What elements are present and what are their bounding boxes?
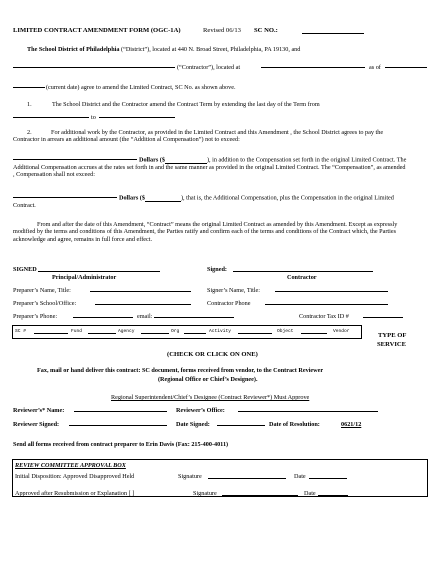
date-resolution-label: Date of Resolution: <box>269 421 320 428</box>
resubmission-date-field[interactable] <box>318 488 348 496</box>
code-activity: Activity <box>209 329 232 334</box>
contractor-phone-field[interactable] <box>265 297 388 305</box>
committee-date-field[interactable] <box>309 471 347 479</box>
code-object: Object <box>277 329 294 334</box>
resubmission-signature-field[interactable] <box>222 488 298 496</box>
preparer-name-label: Preparer’s Name, Title: <box>13 287 71 294</box>
date-resolution-value[interactable]: 0621/12 <box>341 421 362 428</box>
code-fund: Fund <box>71 329 83 334</box>
code-activity-field[interactable] <box>238 328 272 334</box>
current-date-text: (current date) agree to amend the Limited Contract, SC No. as shown above. <box>46 84 236 91</box>
para1-to: to <box>91 114 96 121</box>
email-label: email: <box>137 313 153 320</box>
para2-text1: For additional work by the Contractor, as provided in the Limited Contract and this Amendment , the School District agrees to pay the Contractor in arrears an additional amount (the “Addition al Compensation”) not to exceed: <box>13 129 384 144</box>
contractor-label: (“Contractor”), located at <box>177 64 241 71</box>
sc-no-field[interactable] <box>302 26 364 34</box>
check-one-label: (CHECK OR CLICK ON ONE) <box>167 351 258 358</box>
sc-no-label: SC NO.: <box>254 27 278 34</box>
reviewer-heading: Regional Superintendent/Chief’s Designee (Contract Reviewer*) Must Approve <box>111 394 310 401</box>
preparer-phone-field[interactable] <box>73 310 133 318</box>
committee-signature-label: Signature <box>178 473 202 480</box>
principal-label: Principal/Administrator <box>52 274 117 281</box>
date-signed-label: Date Signed: <box>176 421 210 428</box>
type-of-service-2: SERVICE <box>377 341 407 348</box>
code-sc-field[interactable] <box>34 328 68 334</box>
contractor-signature-field[interactable] <box>233 264 373 272</box>
committee-title: REVIEW COMMITTEE APPROVAL BOX <box>15 462 126 469</box>
resubmission-signature-label: Signature <box>193 490 217 497</box>
delivery-line-2: (Regional Office or Chief’s Designee). <box>158 376 258 383</box>
preparer-name-field[interactable] <box>90 284 191 292</box>
preparer-office-label: Preparer’s School/Office: <box>13 300 77 307</box>
intro-line-1: The School District of Philadelphia (“District”), located at 440 N. Broad Street, Philadelphia, PA 19130, and <box>27 46 301 53</box>
code-agency-field[interactable] <box>141 328 169 334</box>
preparer-office-field[interactable] <box>95 297 191 305</box>
contractor-address-field[interactable] <box>261 60 365 68</box>
code-object-field[interactable] <box>301 328 327 334</box>
as-of-date-field[interactable] <box>385 60 427 68</box>
principal-signature-field[interactable] <box>38 264 160 272</box>
code-fund-field[interactable] <box>88 328 116 334</box>
type-of-service-1: TYPE OF <box>378 332 407 339</box>
reviewer-signed-label: Reviewer Signed: <box>13 421 60 428</box>
code-org-field[interactable] <box>184 328 206 334</box>
reviewer-office-label: Reviewer’s Office: <box>176 407 225 414</box>
as-of-label: as of <box>369 64 381 71</box>
contractor-phone-label: Contractor Phone <box>207 300 251 307</box>
contractor-label-sig: Contractor <box>287 274 317 281</box>
term-to-field[interactable] <box>99 110 175 118</box>
total-number-field[interactable] <box>145 194 181 202</box>
code-sc: SC # <box>15 329 27 334</box>
preparer-phone-label: Preparer’s Phone: <box>13 313 58 320</box>
tax-id-field[interactable] <box>363 310 403 318</box>
term-from-field[interactable] <box>13 110 89 118</box>
code-agency: Agency <box>118 329 135 334</box>
reviewer-name-field[interactable] <box>74 404 167 412</box>
resubmission-date-label: Date <box>304 490 316 497</box>
signer-name-label: Signer’s Name, Title: <box>207 287 260 294</box>
para2-text3: Dollars ($ ), that is, the Additional Compensation, plus the Compensation in the original Limited Contract. <box>13 194 394 209</box>
current-date-field[interactable] <box>13 80 45 88</box>
para1-number: 1. <box>27 101 32 108</box>
date-signed-field[interactable] <box>217 418 265 426</box>
email-field[interactable] <box>154 310 234 318</box>
send-all-text: Send all forms received from contract preparer to Erin Davis (Fax: 215-400-4011) <box>13 441 229 448</box>
para2-text2: Dollars ($ ), in addition to the Compensation set forth in the original Limited Contract. The Additional Compensation accrues at the rates set forth in and the same manner as provided in the original Limited Contract. The “Compensation”, as amended , Compensation shall not exceed: <box>13 156 407 179</box>
contractor-name-field[interactable] <box>13 60 175 68</box>
signer-name-field[interactable] <box>275 284 388 292</box>
reviewer-office-field[interactable] <box>238 404 378 412</box>
para1-text: The School District and the Contractor amend the Contract Term by extending the last day of the Term from <box>52 101 320 108</box>
reviewer-signature-field[interactable] <box>69 418 167 426</box>
signed-right-label: Signed: <box>207 266 227 273</box>
code-vendor: Vendor <box>333 329 350 334</box>
code-org: Org <box>171 329 180 334</box>
amount-number-field[interactable] <box>165 156 207 164</box>
approved-after-text[interactable]: Approved after Resubmission or Explanation [ ] <box>15 490 135 497</box>
form-title: LIMITED CONTRACT AMENDMENT FORM (OGC-1A) <box>13 27 181 34</box>
signed-label: SIGNED <box>13 266 37 273</box>
committee-date-label: Date <box>294 473 306 480</box>
initial-disposition: Initial Disposition: Approved Disapproved Held <box>15 473 135 480</box>
revised-date: Revised 06/13 <box>203 27 241 34</box>
reviewer-name-label: Reviewer’s* Name: <box>13 407 65 414</box>
delivery-line-1: Fax, mail or hand deliver this contract: SC document, forms received from vendor, to the Contract Reviewer <box>37 367 324 374</box>
para3-text: From and after the date of this Amendment, “Contract” means the original Limited Contract as amended by this Amendment. Except as expressly modified by the terms and conditions of this Amendment, the Parties ratify and confirm each of the terms and conditions of the Contract which, the Parties acknowledge and agree, remains in full force and effect. <box>13 221 398 243</box>
para2-number: 2. <box>27 129 32 136</box>
tax-id-label: Contractor Tax ID # <box>299 313 349 320</box>
committee-signature-field[interactable] <box>208 471 286 479</box>
